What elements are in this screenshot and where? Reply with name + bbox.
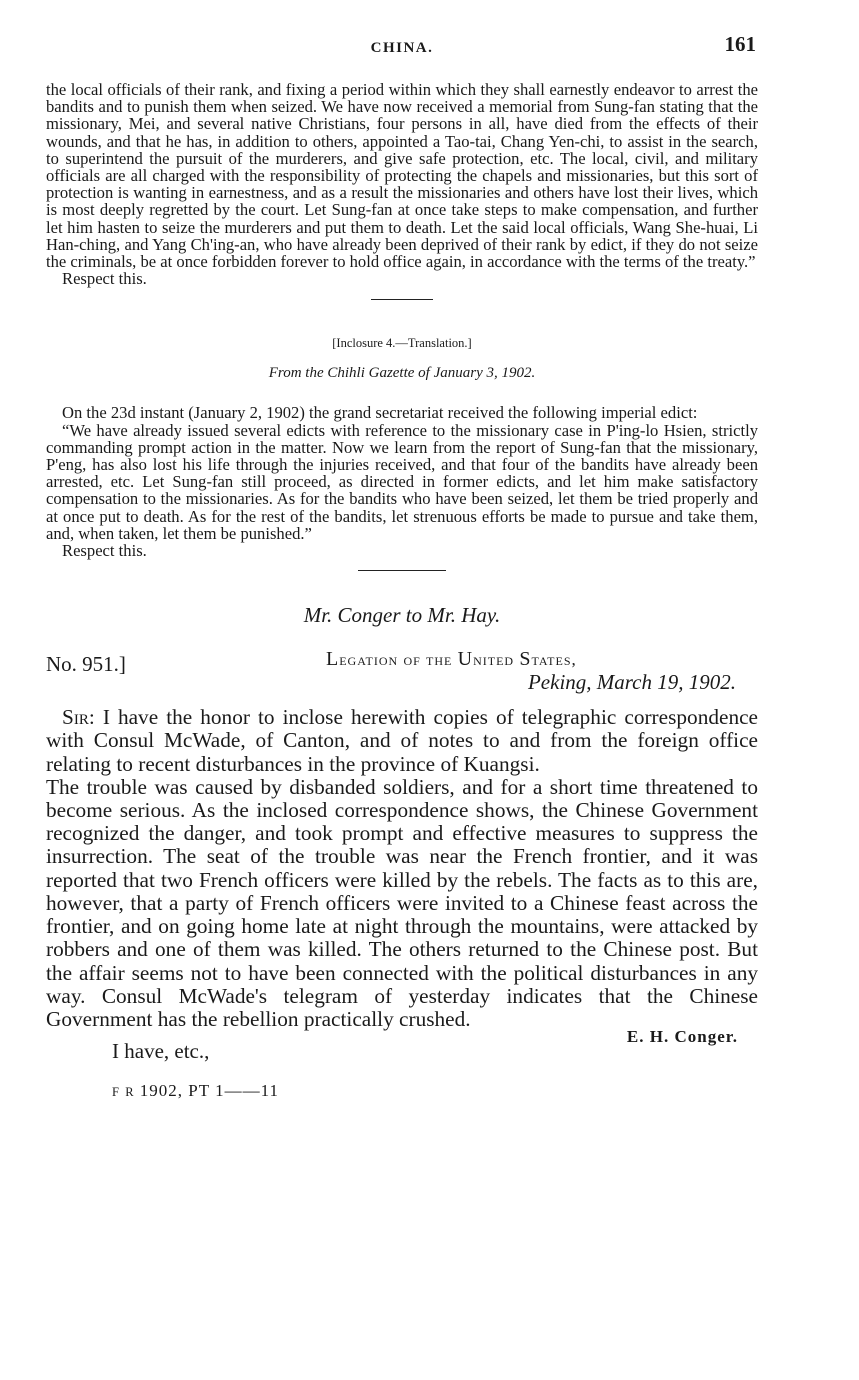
page-number: 161 xyxy=(724,32,756,56)
respect-closing: Respect this. xyxy=(62,269,147,289)
letter-paragraph-1: Sir: I have the honor to inclose herewith copies of telegraphic correspondence with Consul McWade, of Canton, and of notes to and from the foreign office relating to recent disturbances in the province of Kuangsi. xyxy=(46,705,758,776)
section-divider xyxy=(371,299,433,300)
letter-dateline xyxy=(46,648,758,700)
place-date: Peking, March 19, 1902. xyxy=(527,670,736,695)
edict-respect-closing: Respect this. xyxy=(62,541,147,561)
legation-heading: Legation of the United States, xyxy=(326,648,577,671)
letter-closing xyxy=(46,1027,758,1077)
inclosure-label: [Inclosure 4.—Translation.] xyxy=(332,336,472,351)
salutation: Sir: xyxy=(62,705,95,730)
source-line: From the Chihli Gazette of January 3, 1902. xyxy=(268,365,536,382)
section-divider-2 xyxy=(358,570,446,571)
document-page xyxy=(46,30,758,1101)
continuation-paragraph: the local officials of their rank, and fixing a period within which they shall earnestly endeavor to arrest the bandits and to punish them when seized. We have now received a memorial from Sung-fan stating that the missionary, Mei, and several native Christians, four persons in all, have died from the effects of their wounds, and that he has, in addition to others, appointed a Tao-tai, Chang Yen-chi, to assist in the search, to superintend the pursuit of the murderers, and give safe protection, etc. The local, civil, and military officials are all charged with the responsibility of protecting the chapels and missionaries, but this sort of protection is wanting in earnestness, and as a result the missionaries and others have lost their lives, which is most deeply regretted by the court. Let Sung-fan at once take steps to make compensation, and further let him hasten to seize the murderers and put them to death. Let the said local officials, Wang She-huai, Li Han-ching, and Yang Ch'ing-an, who have already been deprived of their rank by edict, if they do not seize the criminals, be at once forbidden forever to hold office again, in accordance with the terms of the treaty.” xyxy=(46,80,758,272)
edict-text: “We have already issued several edicts with reference to the missionary case in P'ing-lo Hsien, strictly commanding prompt action in the matter. Now we learn from the report of Sung-fan that the missionary, P'eng, has also lost his life through the injuries received, and that four of the bandits have already been arrested, etc. Let Sung-fan still proceed, as directed in former edicts, and let him make satisfactory compensation to the missionaries. As for the bandits who have been seized, let them be tried properly and at once put to death. As for the rest of the bandits, let strenuous efforts be made to pursue and take them, and, when taken, let them be punished.” xyxy=(46,420,758,543)
document-number: No. 951.] xyxy=(46,652,126,677)
signature: E. H. Conger. xyxy=(626,1027,738,1047)
page-header xyxy=(46,30,758,60)
signature-mark: F R 1902, PT 1——11 xyxy=(112,1081,279,1101)
letter-title: Mr. Conger to Mr. Hay. xyxy=(303,603,501,628)
running-title: CHINA. xyxy=(370,40,434,56)
letter-paragraph-2: The trouble was caused by disbanded soldiers, and for a short time threatened to become serious. As the inclosed correspondence shows, the Chinese Government recognized the danger, and took prompt and effective measures to suppress the insurrection. The seat of the trouble was near the French frontier, and it was reported that two French officers were killed by the rebels. The facts as to this are, however, that a party of French officers were invited to a Chinese feast across the frontier, and on going home late at night through the mountains, were attacked by robbers and one of them was killed. The others returned to the Chinese post. But the affair seems not to have been connected with the political disturbances in any way. Consul McWade's telegram of yesterday indicates that the Chinese Government has the rebellion practically crushed. xyxy=(46,774,758,1031)
closing-formula: I have, etc., xyxy=(112,1039,210,1064)
edict-intro: On the 23d instant (January 2, 1902) the grand secretariat received the following imperial edict: xyxy=(62,403,698,423)
